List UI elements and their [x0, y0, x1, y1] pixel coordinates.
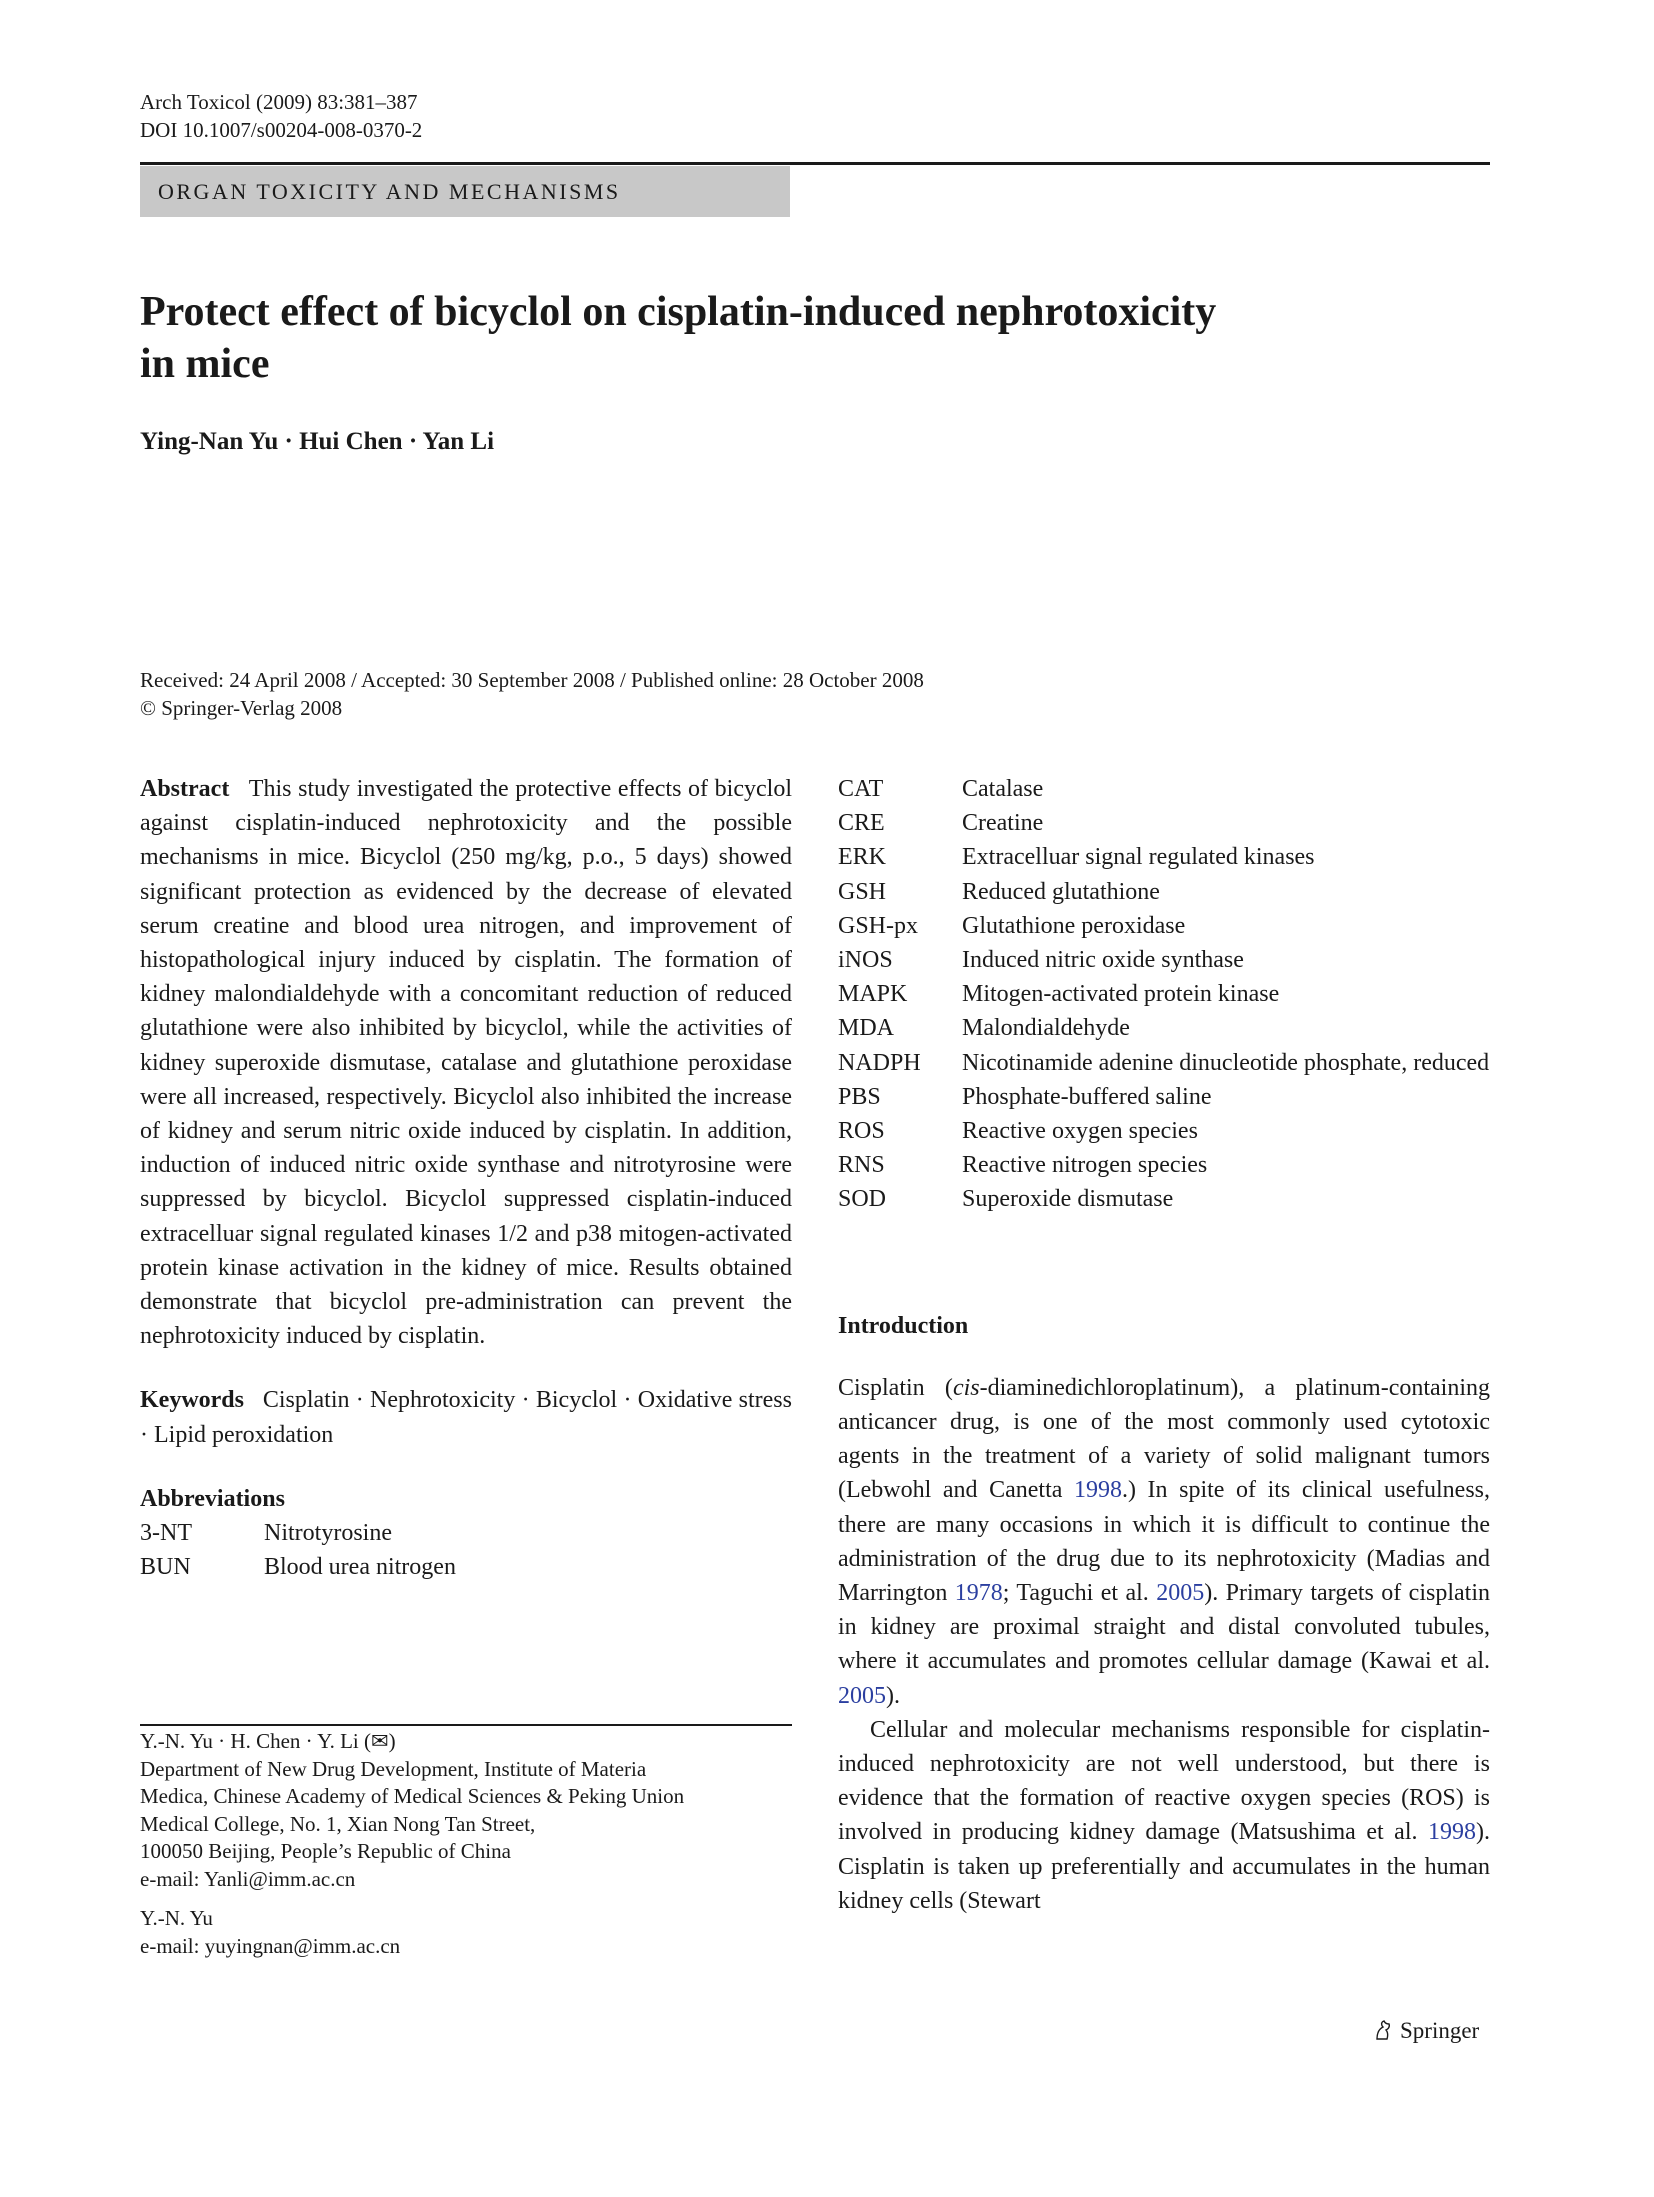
abbr-term: BUN	[140, 1554, 191, 1581]
section-banner: ORGAN TOXICITY AND MECHANISMS	[140, 166, 790, 217]
abbr-row	[140, 1516, 456, 1550]
abbr-row	[838, 909, 1489, 943]
abbr-row	[838, 943, 1489, 977]
abbr-definition: Superoxide dismutase	[962, 1186, 1174, 1213]
keywords-text: Cisplatin · Nephrotoxicity · Bicyclol · Oxidative stress · Lipid peroxidation	[140, 1387, 792, 1448]
intro-text: ). Primary targets of cisplatin in kidney are proximal straight and distal convoluted tubules, where it accumulates and promotes cellular damage (Kawai et al.	[838, 1580, 1490, 1675]
history-line: Received: 24 April 2008 / Accepted: 30 September 2008 / Published online: 28 October 2008	[140, 668, 924, 692]
abbr-definition: Reactive nitrogen species	[962, 1152, 1208, 1179]
intro-text: .) In spite of its clinical usefulness, there are many occasions in which it is difficult to continue the administration of the drug due to its nephrotoxicity (Madias and Marrington	[838, 1477, 1491, 1607]
abbr-row	[838, 1080, 1489, 1114]
abbr-row	[838, 806, 1489, 840]
copyright-line: © Springer-Verlag 2008	[140, 696, 343, 720]
abbr-definition: Reduced glutathione	[962, 878, 1160, 905]
citation-link[interactable]: 1998	[1073, 1477, 1122, 1504]
intro-text: ; Taguchi et al.	[1002, 1580, 1157, 1607]
abbr-row	[838, 977, 1489, 1011]
abbr-term: NADPH	[838, 1049, 921, 1076]
affil-email-2: e-mail: yuyingnan@imm.ac.cn	[140, 1933, 401, 1958]
affil-dept-3: Medical College, No. 1, Xian Nong Tan Street,	[140, 1811, 536, 1836]
abbr-term: SOD	[838, 1186, 887, 1213]
abstract	[140, 772, 792, 1353]
springer-horse-icon	[1372, 2019, 1394, 2041]
abbr-row	[838, 1011, 1489, 1045]
abbr-term: MDA	[838, 1015, 895, 1042]
abbr-term: CRE	[838, 810, 885, 837]
abstract-label: Abstract	[140, 776, 230, 802]
abbr-row	[838, 840, 1489, 874]
intro-text: ). Cisplatin is taken up preferentially and accumulates in the human kidney cells (Stewart	[838, 1819, 1490, 1914]
author-affiliation	[140, 1728, 792, 1960]
keywords-label: Keywords	[140, 1387, 244, 1414]
abbr-term: GSH-px	[838, 912, 919, 939]
citation-link[interactable]: 1978	[954, 1580, 1003, 1607]
abstract-text: This study investigated the protective effects of bicyclol against cisplatin-induced nephrotoxicity and the possible mechanisms in mice. Bicyclol (250 mg/kg, p.o., 5 days) showed significant protection as evidenced by the decrease of elevated serum creatine and blood urea nitrogen, and improvement of histopathological injury induced by cisplatin. The formation of kidney malondialdehyde with a concomitant reduction of reduced glutathione were also inhibited by bicyclol, while the activities of kidney superoxide dismutase, catalase and glutathione peroxidase were all increased, respectively. Bicyclol also inhibited the increase of kidney and serum nitric oxide induced by cisplatin. In addition, induction of induced nitric oxide synthase and nitrotyrosine were suppressed by bicyclol. Bicyclol suppressed cisplatin-induced extracelluar signal regulated kinases 1/2 and p38 mitogen-activated protein kinase activation in the kidney of mice. Results obtained demonstrate that bicyclol pre-administration can prevent the nephrotoxicity induced by cisplatin.	[140, 776, 792, 1350]
affil-name-2: Y.-N. Yu	[140, 1906, 213, 1930]
abbr-term: ERK	[838, 844, 886, 871]
abbr-term: CAT	[838, 776, 884, 802]
abbr-term: RNS	[838, 1152, 885, 1179]
citation-link[interactable]: 2005	[838, 1682, 886, 1709]
abbr-definition: Catalase	[962, 776, 1044, 802]
header-rule	[140, 162, 1490, 165]
affil-dept-2: Medica, Chinese Academy of Medical Sciences & Peking Union	[140, 1784, 685, 1808]
article-title	[140, 286, 1340, 390]
abbr-row	[838, 772, 1489, 806]
introduction-heading: Introduction	[838, 1312, 969, 1339]
citation-link[interactable]: 1998	[1428, 1819, 1476, 1846]
footnote-rule	[140, 1724, 792, 1726]
abbr-row	[140, 1550, 456, 1584]
journal-citation	[140, 88, 422, 144]
left-column	[140, 772, 792, 1584]
publication-dates	[140, 666, 924, 722]
affil-names: Y.-N. Yu · H. Chen · Y. Li (✉)	[140, 1729, 396, 1753]
keywords	[140, 1383, 792, 1451]
journal-line: Arch Toxicol (2009) 83:381–387	[140, 90, 418, 114]
abbr-term: MAPK	[838, 981, 908, 1008]
abbreviations-table-right	[838, 772, 1489, 1217]
abbr-definition: Induced nitric oxide synthase	[962, 947, 1244, 974]
abbr-row	[838, 1114, 1489, 1148]
abbreviations-heading: Abbreviations	[140, 1485, 285, 1512]
abbr-row	[838, 875, 1489, 909]
affil-spacer	[140, 1893, 792, 1905]
abbr-definition: Glutathione peroxidase	[962, 912, 1186, 939]
intro-italic: cis	[952, 1374, 980, 1401]
abbr-term: GSH	[838, 878, 887, 905]
title-line-1: Protect effect of bicyclol on cisplatin-induced nephrotoxicity	[140, 289, 1217, 335]
abbr-definition: Blood urea nitrogen	[264, 1554, 456, 1581]
abbr-term: iNOS	[838, 947, 893, 974]
abbr-definition: Reactive oxygen species	[962, 1118, 1198, 1145]
abbr-definition: Mitogen-activated protein kinase	[962, 981, 1280, 1008]
affil-email-1: e-mail: Yanli@imm.ac.cn	[140, 1866, 356, 1891]
affil-dept-1: Department of New Drug Development, Institute of Materia	[140, 1756, 647, 1781]
publisher-name: Springer	[1400, 2018, 1480, 2043]
abbreviations-table-left	[140, 1516, 456, 1584]
intro-text: Cellular and molecular mechanisms responsible for cisplatin-induced nephrotoxicity are not well understood, but there is evidence that the formation of reactive oxygen species (ROS) is involved in producing kidney damage (Matsushima et al.	[838, 1716, 1490, 1846]
abbr-definition: Malondialdehyde	[962, 1015, 1130, 1042]
abbr-definition: Creatine	[962, 810, 1044, 837]
affil-dept-4: 100050 Beijing, People’s Republic of China	[140, 1839, 511, 1863]
citation-link[interactable]: 2005	[1156, 1580, 1205, 1607]
title-line-2: in mice	[140, 341, 270, 387]
intro-paragraph-1	[838, 1371, 1490, 1713]
abbr-definition: Extracelluar signal regulated kinases	[962, 844, 1315, 871]
abbr-definition: Phosphate-buffered saline	[962, 1083, 1212, 1110]
intro-text: -diaminedichloroplatinum), a platinum-containing anticancer drug, is one of the most commonly used cytotoxic agents in the treatment of a variety of solid malignant tumors (Lebwohl and Canetta	[838, 1374, 1491, 1504]
abbr-term: PBS	[838, 1083, 881, 1110]
publisher-footer	[1372, 2018, 1479, 2044]
abbr-row	[838, 1182, 1489, 1216]
abbr-definition: Nicotinamide adenine dinucleotide phosphate, reduced	[962, 1049, 1490, 1076]
intro-text: Cisplatin (	[838, 1374, 953, 1401]
abbr-term: 3-NT	[140, 1520, 192, 1547]
abbr-row	[838, 1148, 1489, 1182]
intro-text: ).	[886, 1682, 900, 1709]
right-column	[838, 772, 1490, 1918]
abbr-row	[838, 1046, 1489, 1080]
intro-paragraph-2	[838, 1713, 1490, 1918]
abbr-definition: Nitrotyrosine	[264, 1520, 392, 1547]
abbr-term: ROS	[838, 1118, 885, 1145]
doi-line: DOI 10.1007/s00204-008-0370-2	[140, 118, 423, 142]
author-list: Ying-Nan Yu · Hui Chen · Yan Li	[140, 428, 495, 455]
